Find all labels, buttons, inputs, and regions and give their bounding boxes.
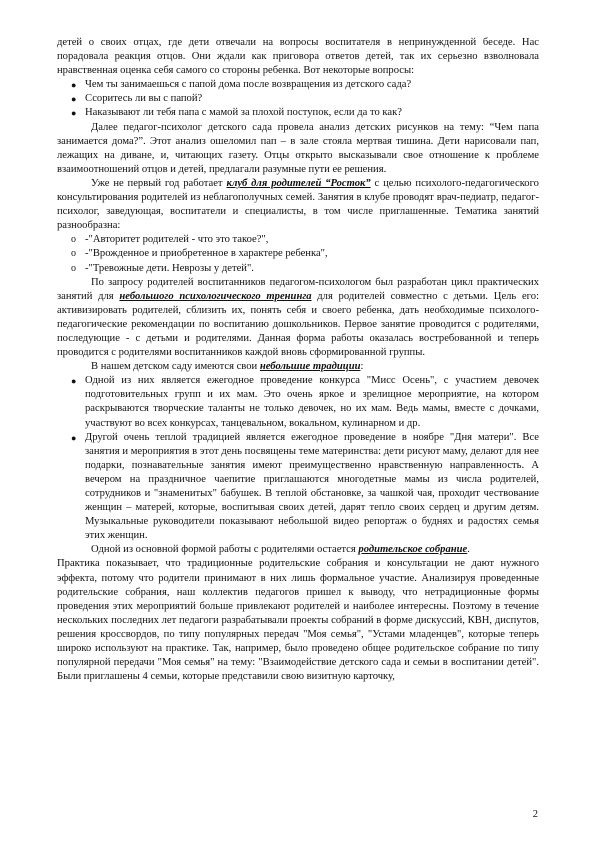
list-item: ● Одной из них является ежегодное проведение конкурса "Мисс Осень", с участием девочек подготовительных групп и их мам. Это очень яркое и зрелищное мероприятие, на котором раскрываются творческие таланты не только девочек, но их мам. Ведь мамы, вместе с дочками, участвуют во всех конкурсах, танцевальном, вокальном, кулинарном и др.: [71, 375, 539, 429]
club-name-emphasis: клуб для родителей “Росток”: [226, 177, 371, 189]
traditions-emphasis: небольшие традиции: [259, 361, 361, 373]
bullet-icon: ●: [71, 376, 77, 387]
question-list: [57, 78, 539, 120]
paragraph-6: Одной из основной формой работы с родителями остается родительское собрание.: [91, 544, 470, 556]
training-emphasis: небольшого психологического тренинга: [119, 290, 312, 302]
bullet-icon: ●: [71, 80, 77, 91]
list-item: ● Другой очень теплой традицией является ежегодное проведение в ноябре "Дня матери". Все занятия и мероприятия в этот день посвящены теме материнства: дети рисуют маму, делают для нее подарки, познавательные занятия имеют преимущественно нравственную направленность. А вечером на праздничное чаепитие приглашаются многодетные мамы из числа родителей, сотрудников и "знаменитых" бабушек. В теплой обстановке, за чашкой чая, проходит чествование женщин – матерей, которые, воспитывая своих детей, дарят тепло своих сердец и другим детям. Музыкальные руководители показывают небольшой видео репортаж о буднях и радостях семья этих женщин.: [71, 431, 539, 542]
paragraph-4: По запросу родителей воспитанников педагогом-психологом был разработан цикл практических занятий для небольшого психологического тренинга для родителей совместно с детьми. Цель его: активизировать родителей, сблизить их, понять себя и своего ребенка, дать необходимые психолого-педагогические рекомендации по воспитанию дошкольников. Первое занятие проводится с родителями, последующие - с детьми и родителями. Данная форма работы оказалась востребованной и теперь проводится с родителями воспитанников каждой вновь сформированной группы.: [57, 276, 540, 359]
bullet-icon: o: [71, 234, 76, 246]
paragraph-2: Далее педагог-психолог детского сада провела анализ детских рисунков на тему: “Чем папа занимается дома?”. Этот анализ ошеломил пап – в зале стояла мертвая тишина. Дети нарисовали пап, лежащих на диване, и, читающих газету. Отцы открыто высказывали свое отношение к проблеме взаимоотношений отцов и детей, предлагали разумные пути ее решения.: [57, 121, 539, 175]
bullet-icon: ●: [71, 432, 77, 443]
bullet-icon: o: [71, 248, 76, 260]
document-body: [57, 36, 539, 684]
paragraph-1: детей о своих отцах, где дети отвечали на вопросы воспитателя в непринужденной беседе. Нас порадовала реакция отцов. Они ждали как приговора ответов детей, так их серьезно взволновала нравственная оценка себя самого со стороны ребенка. Вот некоторые вопросы:: [57, 37, 539, 77]
paragraph-5: В нашем детском саду имеются свои небольшие традиции:: [91, 361, 364, 373]
list-item: o -"Авторитет родителей - что это такое?",: [57, 233, 539, 247]
bullet-icon: ●: [71, 94, 77, 105]
list-item: ● Наказывают ли тебя папа с мамой за плохой поступок, если да то как?: [57, 106, 539, 120]
topics-list: [57, 233, 539, 275]
page-number: 2: [532, 809, 538, 820]
paragraph-3: Уже не первый год работает клуб для родителей “Росток” с целью психолого-педагогического консультирования родителей из неблагополучных семей. Занятия в клубе проводят врач-педиатр, педагог-психолог, заведующая, воспитатели и специалисты, в том числе приглашенные. Тематика занятий разнообразна:: [57, 177, 539, 232]
paragraph-7: Практика показывает, что традиционные родительские собрания и консультации не дают нужного эффекта, потому что родители принимают в них лишь формальное участие. Анализируя проведенные родительские собрания, наш коллектив педагогов пришел к выводу, что нетрадиционные формы проведения этих мероприятий больше привлекают родителей и наиболее интересны. Поэтому в течение нескольких последних лет педагоги разрабатывали проекты собраний в форме дискуссий, КВН, диспутов, решения кроссвордов, по типу популярных передач "Моя семья", "Устами младенцев", которые теперь широко используют на практике. Так, например, было проведено общее родительское собрание по типу популярной передачи "Моя семья" на тему: "Взаимодействие детского сада и семьи в воспитании детей". Были приглашены 4 семьи, которые представили свою визитную карточку,: [57, 558, 539, 683]
list-item: o -"Врожденное и приобретенное в характере ребенка",: [57, 247, 539, 261]
bullet-icon: o: [71, 262, 76, 274]
list-item: ● Ссоритесь ли вы с папой?: [57, 92, 539, 106]
list-item: o -"Тревожные дети. Неврозы у детей".: [57, 262, 539, 276]
list-item: ● Чем ты занимаешься с папой дома после возвращения из детского сада?: [57, 78, 539, 92]
traditions-list: [57, 374, 539, 543]
bullet-icon: ●: [71, 108, 77, 119]
meeting-emphasis: родительское собрание: [358, 544, 468, 556]
